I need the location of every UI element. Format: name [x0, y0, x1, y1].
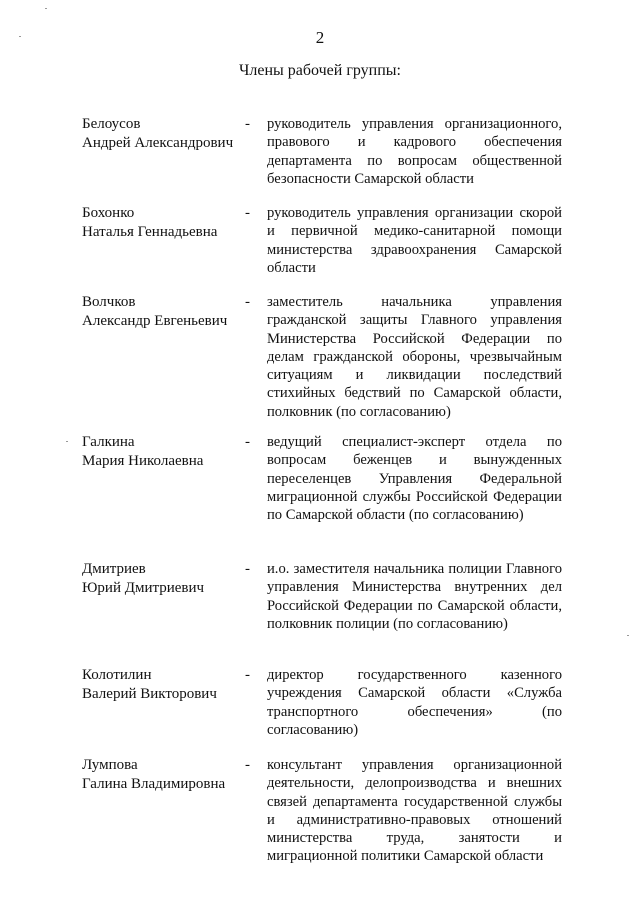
member-role: руководитель управления организации скорой и первичной медико-санитарной помощи министерства здравоохранения Самарской области [267, 205, 562, 276]
member-name [82, 115, 242, 153]
member-surname: Лумпова [82, 757, 138, 773]
scan-speck [66, 441, 68, 442]
scan-speck [627, 635, 629, 636]
scan-speck [19, 36, 21, 37]
member-given-names: Мария Николаевна [82, 453, 204, 469]
member-name [82, 666, 242, 704]
member-surname: Галкина [82, 434, 135, 450]
separator-dash: - [245, 561, 250, 577]
member-name [82, 560, 242, 598]
member-name [82, 756, 242, 794]
separator-dash: - [245, 667, 250, 683]
member-role: ведущий специалист-эксперт отдела по вопросам беженцев и вынужденных переселенцев Управления Федеральной миграционной службы Российской Федерации по Самарской области (по согласованию) [267, 434, 562, 524]
member-role: консультант управления организационной деятельности, делопроизводства и внешних связей департамента государственной службы и административно-правовых отношений министерства труда, занятости и миграционной политики Самарской области [267, 757, 562, 865]
separator-dash: - [245, 116, 250, 132]
separator-dash: - [245, 205, 250, 221]
separator-dash: - [245, 757, 250, 773]
member-name [82, 204, 242, 242]
member-surname: Дмитриев [82, 561, 146, 577]
member-given-names: Андрей Александрович [82, 135, 234, 151]
member-name [82, 433, 242, 471]
separator-dash: - [245, 434, 250, 450]
member-given-names: Валерий Викторович [82, 686, 217, 702]
member-given-names: Наталья Геннадьевна [82, 224, 218, 240]
member-name [82, 293, 242, 331]
member-surname: Белоусов [82, 116, 141, 132]
member-given-names: Александр Евгеньевич [82, 313, 228, 329]
member-role: руководитель управления организационного, правового и кадрового обеспечения департамента по вопросам общественной безопасности Самарской области [267, 116, 562, 187]
member-surname: Бохонко [82, 205, 135, 221]
page-number: 2 [315, 28, 325, 47]
member-given-names: Галина Владимировна [82, 776, 226, 792]
member-role: директор государственного казенного учреждения Самарской области «Служба транспортного обеспечения» (по согласованию) [267, 667, 562, 738]
section-heading: Члены рабочей группы: [238, 62, 401, 79]
member-surname: Колотилин [82, 667, 152, 683]
member-surname: Волчков [82, 294, 136, 310]
member-role: и.о. заместителя начальника полиции Главного управления Министерства внутренних дел Российской Федерации по Самарской области, полковник полиции (по согласованию) [267, 561, 562, 632]
separator-dash: - [245, 294, 250, 310]
member-given-names: Юрий Дмитриевич [82, 580, 205, 596]
scan-speck [45, 8, 47, 9]
member-role: заместитель начальника управления гражданской защиты Главного управления Министерства Российской Федерации по делам гражданской обороны, чрезвычайным ситуациям и ликвидации последствий стихийных бедствий по Самарской области, полковник (по согласованию) [267, 294, 562, 420]
